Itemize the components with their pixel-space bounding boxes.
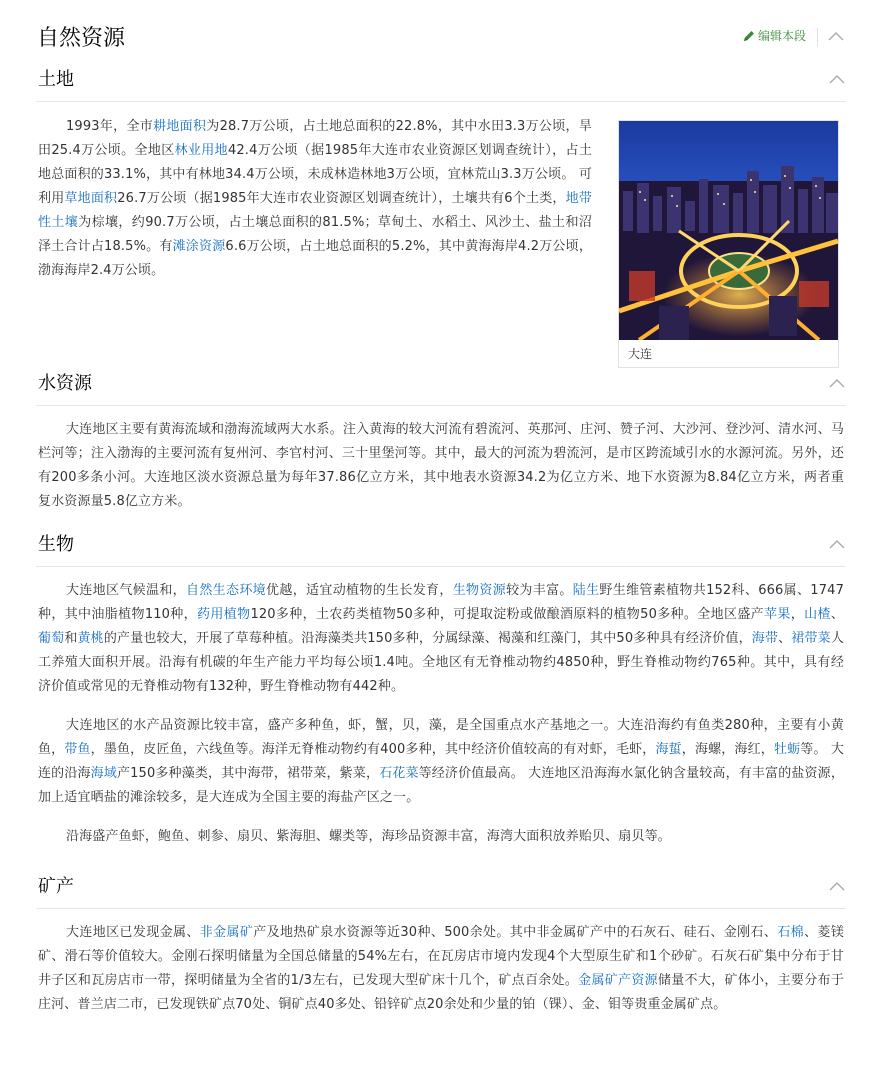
paragraph-bio-1	[38, 579, 844, 699]
paragraph-mineral-1	[38, 921, 844, 1017]
paragraph-text: 、	[830, 607, 844, 622]
paragraph-text: 120多种，土农药类植物50多种，可提取淀粉或做酿酒原料的植物50多种。全地区盛产	[250, 607, 765, 622]
inline-link[interactable]: 石棉	[777, 925, 805, 940]
chevron-up-icon[interactable]	[828, 73, 846, 85]
inline-link[interactable]: 带鱼	[64, 742, 91, 757]
inline-link[interactable]: 非金属矿	[199, 925, 254, 940]
chevron-up-icon[interactable]	[828, 538, 846, 550]
section-title-mineral: 矿产	[38, 876, 74, 897]
paragraph-water-1	[38, 418, 844, 514]
inline-link[interactable]: 地带性土壤	[38, 191, 592, 230]
paragraph-text: 和	[64, 631, 78, 646]
paragraph-text: 42.4万公顷（据1985年大连市农业资源区划调查统计），占土地总面积的33.1%，其中有林地34.4万公顷，未成林造林地3万公顷，宜林荒山3.3万公顷。 可利用	[38, 143, 592, 206]
inline-link[interactable]: 海域	[90, 766, 117, 781]
paragraph-text: 、	[778, 631, 792, 646]
paragraph-text: 为28.7万公顷，占土地总面积的22.8%，其中水田3.3万公顷，旱田25.4万公顷。全地区	[38, 119, 592, 158]
paragraph-bio-2	[38, 714, 844, 810]
paragraph-text: ，墨鱼，皮匠鱼，六线鱼等。海洋无脊椎动物约有400多种，其中经济价值较高的有对虾，毛虾，	[90, 742, 656, 757]
inline-link[interactable]: 林业用地	[174, 143, 228, 158]
paragraph-text: 等。 大连的沿海	[38, 742, 844, 781]
inline-link[interactable]: 海带	[751, 631, 779, 646]
paragraph-text: 等经济价值最高。 大连地区沿海海水氯化钠含量较高，有丰富的盐资源，加上适宜晒盐的滩涂较多，是大连成为全国主要的海盐产区之一。	[38, 766, 844, 805]
inline-link[interactable]: 裙带菜	[791, 631, 831, 646]
paragraph-text: 人工养殖大面积开展。沿海有机碳的年生产能力平均每公顷1.4吨。全地区有无脊椎动物约4850种，野生脊椎动物约765种。其中，具有经 济价值或常见的无脊椎动物有132种，野生脊椎动物有442种。	[38, 631, 844, 694]
city-night-photo[interactable]	[619, 121, 838, 340]
page-title: 自然资源	[37, 26, 126, 51]
inline-link[interactable]: 陆生	[572, 583, 600, 598]
paragraph-text: 的产量也较大，开展了草莓种植。沿海藻类共150多种，分属绿藻、褐藻和红藻门，其中50多种具有经济价值，	[103, 631, 752, 646]
inline-link[interactable]: 海蜇	[655, 742, 682, 757]
chevron-up-icon[interactable]	[828, 880, 846, 892]
paragraph-text: ，海螺，海红，	[681, 742, 774, 757]
paragraph-land-1	[38, 115, 592, 283]
paragraph-text: 沿海盛产鱼虾，鲍鱼、刺参、扇贝、紫海胆、螺类等，海珍品资源丰富，海湾大面积放养贻贝、扇贝等。	[66, 829, 671, 844]
image-figure[interactable]	[618, 120, 839, 368]
paragraph-text: 储量不大，矿体小，主要分布于庄河、普兰店二市，已发现铁矿点70处、铜矿点40多处、铅锌矿点20余处和少量的铂（锞）、金、钼等贵重金属矿点。	[38, 973, 844, 1012]
inline-link[interactable]: 生物资源	[452, 583, 507, 598]
edit-section-label: 编辑本段	[757, 29, 806, 43]
header-divider	[817, 28, 818, 46]
inline-link[interactable]: 滩涂资源	[172, 239, 226, 254]
edit-section-button[interactable]	[742, 27, 806, 44]
paragraph-text: 大连地区气候温和，	[66, 583, 187, 598]
image-caption: 大连	[628, 347, 653, 361]
section-header-water	[36, 368, 846, 406]
paragraph-text: ，	[790, 607, 805, 622]
section-header-mineral	[36, 871, 846, 909]
paragraph-text: 野生维管素植物共152科、666属、1747种，其中油脂植物110种，	[38, 583, 844, 622]
inline-link[interactable]: 石花菜	[379, 766, 419, 781]
paragraph-text: 大连地区主要有黄海流域和渤海流域两大水系。注入黄海的较大河流有碧流河、英那河、庄河、赞子河、大沙河、登沙河、清水河、马栏河等；注入渤海的主要河流有复州河、李官村河、三十里堡河等。其中，最大的河流为碧流河，是市区跨流域引水的水源河流。另外，还有200多条小河。大连地区淡水资源总量为每年37.86亿立方米，其中地表水资源34.2为亿立方米、地下水资源为8.84亿立方米，两者重复水资源量5.8亿立方米。	[38, 422, 844, 509]
paragraph-bio-3	[38, 825, 844, 849]
section-title-water: 水资源	[38, 373, 92, 394]
paragraph-text: 产及地热矿泉水资源等近30种、500余处。其中非金属矿产中的石灰石、硅石、金刚石、	[253, 925, 778, 940]
section-header-bio	[36, 529, 846, 567]
inline-link[interactable]: 药用植物	[197, 607, 251, 622]
article-header	[36, 0, 846, 58]
inline-link[interactable]: 金属矿产资源	[578, 973, 658, 988]
paragraph-text: 较为丰富。	[506, 583, 573, 598]
inline-link[interactable]: 耕地面积	[153, 119, 207, 134]
inline-link[interactable]: 牡蛎	[773, 742, 801, 757]
inline-link[interactable]: 山楂	[804, 607, 831, 622]
pencil-icon	[742, 29, 756, 43]
chevron-up-icon[interactable]	[828, 377, 846, 389]
chevron-up-icon[interactable]	[827, 30, 845, 42]
inline-link[interactable]: 葡萄	[38, 631, 65, 646]
paragraph-text: 为棕壤，约90.7万公顷，占土壤总面积的81.5%；草甸土、水稻土、风沙土、盐土和沼泽土合计占18.5%。有	[38, 215, 592, 254]
inline-link[interactable]: 自然生态环境	[186, 583, 267, 598]
inline-link[interactable]: 苹果	[764, 607, 791, 622]
paragraph-text: 大连地区已发现金属、	[66, 925, 200, 940]
inline-link[interactable]: 黄桃	[77, 631, 104, 646]
paragraph-text: 产150多种藻类，其中海带，裙带菜，紫菜，	[116, 766, 380, 781]
paragraph-text: 、菱镁矿、滑石等价值较大。金刚石探明储量为全国总储量的54%左右，在瓦房店市境内发现4个大型原生矿和1个砂矿。石灰石矿集中分布于甘井子区和瓦房店市一带，探明储量为全省的1/3左右，已发现大型矿床十几个，矿点百余处。	[38, 925, 844, 988]
article	[36, 0, 846, 1012]
inline-link[interactable]: 草地面积	[64, 191, 118, 206]
paragraph-text: 优越，适宜动植物的生长发育，	[266, 583, 453, 598]
section-title-land: 土地	[38, 69, 74, 90]
section-header-land	[36, 64, 846, 102]
paragraph-text: 大连地区的水产品资源比较丰富，盛产多种鱼，虾，蟹，贝，藻，是全国重点水产基地之一。大连沿海约有鱼类280种，主要有小黄鱼，	[38, 718, 844, 757]
paragraph-text: 1993年，全市	[66, 119, 154, 134]
paragraph-text: 6.6万公顷，占土地总面积的5.2%，其中黄海海岸4.2万公顷，渤海海岸2.4万公顷。	[38, 239, 592, 278]
section-title-bio: 生物	[38, 534, 74, 555]
paragraph-text: 26.7万公顷（据1985年大连市农业资源区划调查统计），土壤共有6个土类，	[117, 191, 566, 206]
